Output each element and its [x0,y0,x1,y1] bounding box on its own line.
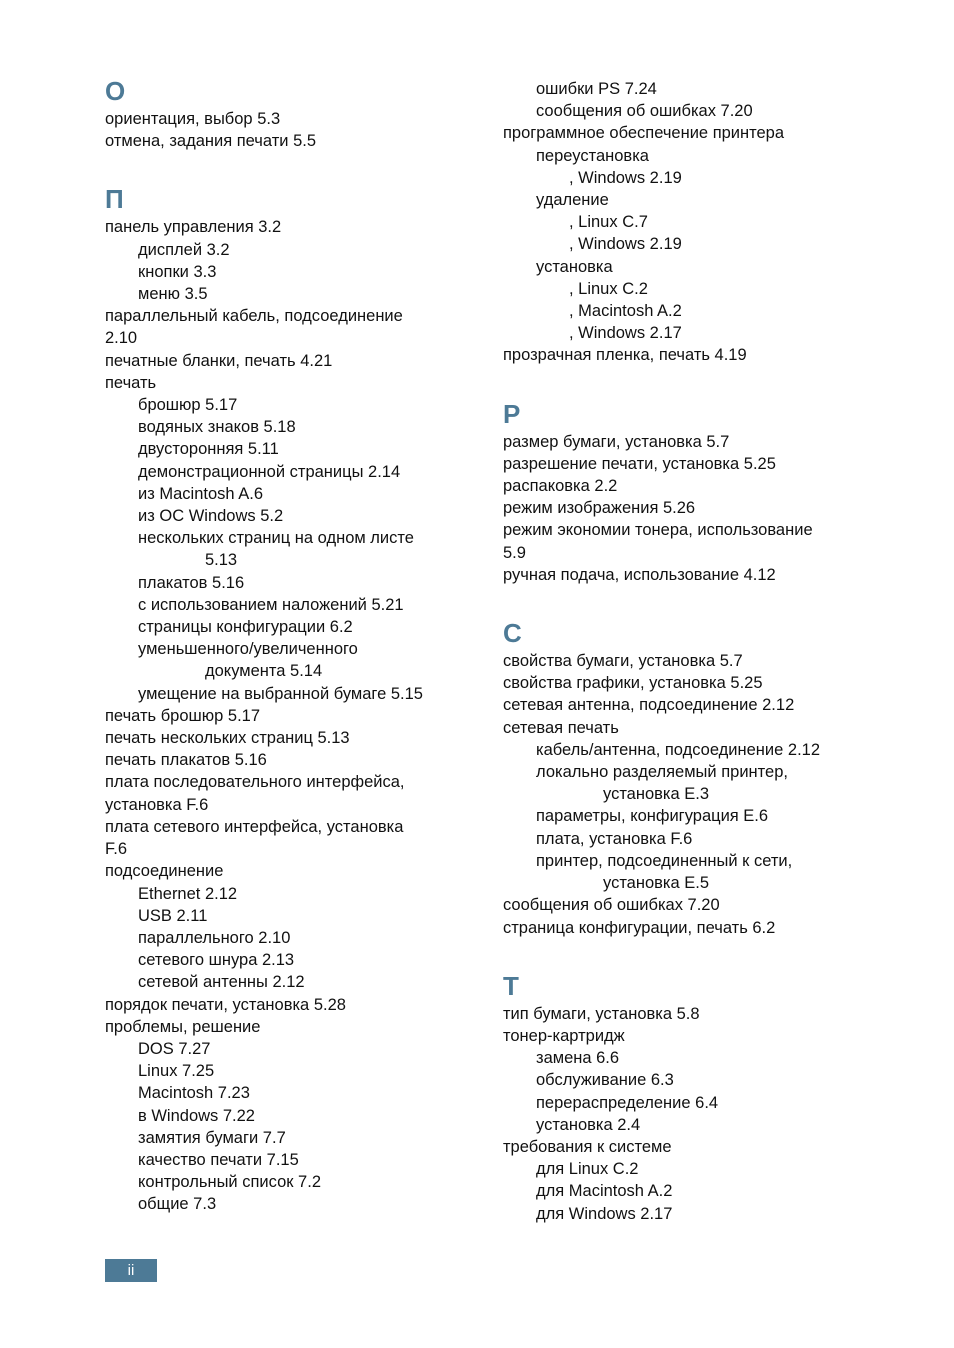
index-entry: панель управления 3.2 [105,218,282,237]
index-subentry: сетевой антенны 2.12 [138,973,305,992]
index-entry: прозрачная пленка, печать 4.19 [503,346,747,365]
section-letter: П [105,184,124,215]
index-subentry: замена 6.6 [536,1049,620,1068]
index-subentry: , Windows 2.19 [569,168,682,187]
index-subentry: для Windows 2.17 [536,1204,673,1223]
index-subentry: общие 7.3 [138,1195,217,1214]
index-entry: размер бумаги, установка 5.7 [503,432,730,451]
index-subentry: из Macintosh A.6 [138,484,264,503]
index-subentry: водяных знаков 5.18 [138,418,296,437]
index-entry: параллельный кабель, подсоединение [105,307,403,326]
index-entry: печать брошюр 5.17 [105,706,261,725]
section-letter: Т [503,970,519,1001]
index-subentry: в Windows 7.22 [138,1106,255,1125]
index-entry: плата сетевого интерфейса, установка [105,817,404,836]
index-entry: ориентация, выбор 5.3 [105,110,281,128]
index-entry: установка F.6 [105,795,209,814]
index-entry: печать [105,373,157,392]
index-subentry: , Linux C.7 [569,213,648,232]
index-entry: 2.10 [105,329,138,348]
index-subentry: DOS 7.27 [138,1039,211,1058]
index-subentry: удаление [536,191,609,210]
index-entry: 5.9 [503,543,526,562]
index-subentry: установка [536,257,613,276]
index-subentry: для Macintosh A.2 [536,1182,673,1201]
index-subentry: параллельного 2.10 [138,928,291,947]
index-entry: распаковка 2.2 [503,477,618,496]
index-subentry: ошибки PS 7.24 [536,80,657,98]
index-subentry: установка 2.4 [536,1115,641,1134]
index-subentry: двусторонняя 5.11 [138,440,279,459]
index-subentry: , Macintosh A.2 [569,302,682,321]
index-entry-continuation: установка E.5 [603,874,710,893]
index-entry: разрешение печати, установка 5.25 [503,454,776,473]
index-entry-continuation: документа 5.14 [205,662,323,681]
index-subentry: сообщения об ошибках 7.20 [536,102,753,121]
index-subentry: замятия бумаги 7.7 [138,1128,286,1147]
index-subentry: плата, установка F.6 [536,829,693,848]
index-subentry: обслуживание 6.3 [536,1071,674,1090]
index-subentry: перераспределение 6.4 [536,1093,719,1112]
index-subentry: дисплей 3.2 [138,240,230,259]
index-entry: требования к системе [503,1137,672,1156]
index-subentry: Linux 7.25 [138,1062,215,1081]
index-subentry: сетевого шнура 2.13 [138,951,295,970]
index-subentry: кнопки 3.3 [138,262,217,281]
index-subentry: , Windows 2.19 [569,235,682,254]
index-entry: режим изображения 5.26 [503,499,696,518]
index-subentry: локально разделяемый принтер, [536,763,788,782]
index-entry-continuation: 5.13 [205,551,238,570]
index-subentry: плакатов 5.16 [138,573,245,592]
index-subentry: уменьшенного/увеличенного [138,640,358,659]
index-subentry: USB 2.11 [138,906,208,925]
index-entry: печатные бланки, печать 4.21 [105,351,333,370]
page-number: ii [105,1259,157,1282]
index-entry: ручная подача, использование 4.12 [503,565,776,584]
index-entry: печать нескольких страниц 5.13 [105,729,350,748]
index-column-left [105,76,505,1216]
index-subentry: переустановка [536,146,649,165]
index-subentry: , Windows 2.17 [569,324,682,343]
index-entry-continuation: установка E.3 [603,785,710,804]
index-subentry: кабель/антенна, подсоединение 2.12 [536,740,821,759]
index-entry: режим экономии тонера, использование [503,521,813,540]
index-subentry: страницы конфигурации 6.2 [138,618,353,637]
index-entry: тип бумаги, установка 5.8 [503,1004,700,1023]
index-subentry: параметры, конфигурация E.6 [536,807,769,826]
index-subentry: принтер, подсоединенный к сети, [536,851,793,870]
index-entry: тонер-картридж [503,1026,625,1045]
index-entry: печать плакатов 5.16 [105,751,267,770]
index-entry: сообщения об ошибках 7.20 [503,896,720,915]
index-entry: страница конфигурации, печать 6.2 [503,918,776,937]
index-entry: свойства графики, установка 5.25 [503,674,763,693]
index-entry: сетевая антенна, подсоединение 2.12 [503,696,795,715]
index-subentry: демонстрационной страницы 2.14 [138,462,401,481]
index-subentry: для Linux C.2 [536,1160,639,1179]
index-subentry: из ОС Windows 5.2 [138,507,284,526]
index-entry: плата последовательного интерфейса, [105,773,405,792]
index-entry: подсоединение [105,862,224,881]
index-entry: F.6 [105,840,128,859]
section-letter: С [503,618,522,649]
index-subentry: нескольких страниц на одном листе [138,529,414,548]
index-subentry: брошюр 5.17 [138,396,238,415]
section-letter: Р [503,398,521,429]
index-subentry: Ethernet 2.12 [138,884,238,903]
index-entry: отмена, задания печати 5.5 [105,132,317,151]
index-subentry: контрольный список 7.2 [138,1173,321,1192]
index-subentry: , Linux C.2 [569,279,648,298]
index-entry: порядок печати, установка 5.28 [105,995,346,1014]
index-entry: свойства бумаги, установка 5.7 [503,652,743,671]
index-entry: сетевая печать [503,718,619,737]
index-column-right [503,78,903,1225]
index-subentry: меню 3.5 [138,285,208,304]
index-entry: проблемы, решение [105,1017,261,1036]
index-subentry: умещение на выбранной бумаге 5.15 [138,684,423,703]
index-subentry: качество печати 7.15 [138,1150,299,1169]
section-letter: О [105,76,126,106]
index-subentry: Macintosh 7.23 [138,1084,250,1103]
index-entry: программное обеспечение принтера [503,124,785,143]
index-subentry: с использованием наложений 5.21 [138,595,404,614]
